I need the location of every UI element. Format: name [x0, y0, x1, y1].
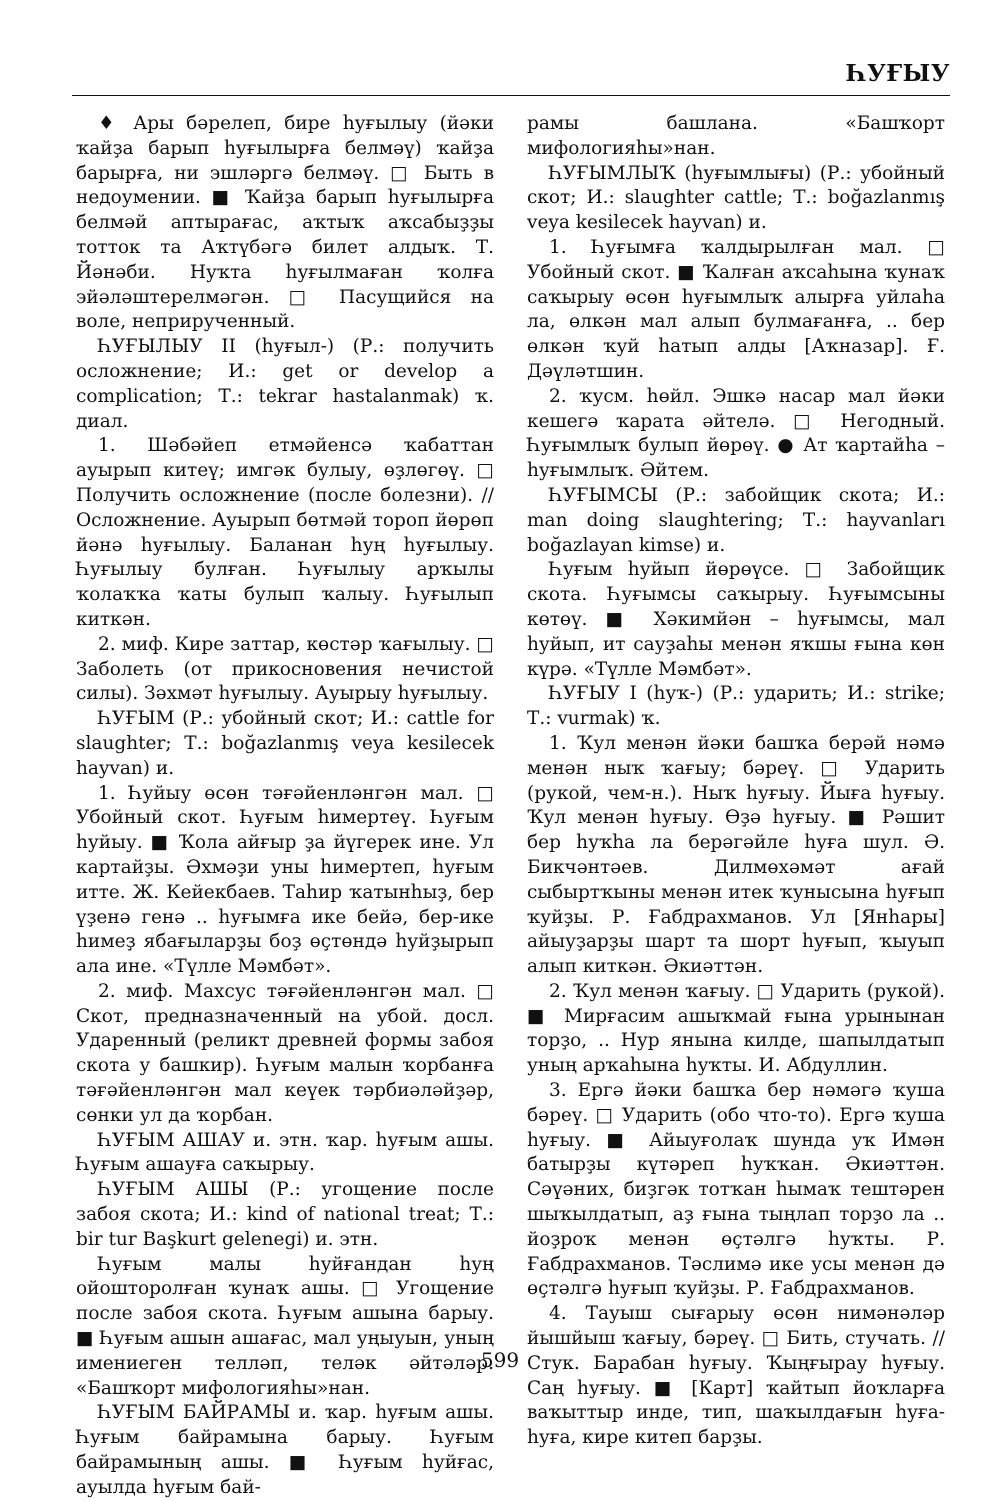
entry-headword-paragraph: ҺУҒЫМ (Р.: убойный скот; И.: cattle for slaughter; Т.: boğazlanmış veya kesilecek hayvan) и.	[76, 708, 494, 779]
entry-sense: 2. Ҡул менән ҡағыу. □ Ударить (рукой). ■ Мирғасим ашыҡмай ғына урынынан торҙо, .. Нур янына килде, шапылдатып уның арҡаһына һуҡты. И. Абдуллин.	[527, 980, 945, 1077]
entry-sense: Һуғым малы һуйғандан һуң ойошторолған ҡунаҡ ашы. □ Угощение после забоя скота. Һуғым ашына барыу. ■ Һуғым ашын ашағас, мал уңыуын, уның имениеген телләп, теләк әйтәләр. «Башҡорт мифологияһы»нан.	[76, 1253, 494, 1399]
entry-sense: 2. миф. Махсус тәғәйенләнгән мал. □ Скот, предназначенный на убой. досл. Ударенный (реликт древней формы забоя скота у башкир). Һуғым малын ҡорбанға тәғәйенләнгән мал кеүек тәрбиәләйҙәр, сөнки ул да ҡорбан.	[76, 980, 494, 1126]
entry-sense: Һуғым һуйып йөрөүсе. □ Забойщик скота. Һуғымсы саҡырыу. Һуғымсыны көтөү. ■ Хәкимйән – һуғымсы, мал һуйып, ит сауҙаһы менән яҡшы ғына көн күрә. «Түлле Мәмбәт».	[527, 559, 945, 680]
entry-sense: 4. Тауыш сығарыу өсөн нимәнәләр йышйыш ҡағыу, бәреү. □ Бить, стучать. // Стук. Барабан һуғыу. Ҡыңғырау һуғыу. Саң һуғыу. ■ [Карт] ҡайтып йоҡларға ваҡыттыр инде, тип, шаҡылдағын һуға-һуға, кире китеп барҙы.	[527, 1303, 945, 1449]
running-head: ҺУҒЫУ	[845, 60, 950, 87]
left-column	[76, 112, 494, 1501]
entry-sense: 2. миф. Кире заттар, көстәр ҡағылыу. □ Заболеть (от прикосновения нечистой силы). Зәхмәт һуғылыу. Ауырыу һуғылыу.	[76, 633, 494, 705]
entry-sense: 3. Ергә йәки башҡа бер нәмәгә ҡуша бәреү. □ Ударить (обо что-то). Ергә ҡуша һуғыу. ■ Айыуғолаҡ шунда уҡ Имән батырҙы күтәреп һуҡҡан. Әкиәттән. Сәүәних, биҙгәк тотҡан һымаҡ тештәрен шыҡылдатып, аҙ ғына тыңлап торҙо ла .. йоҙроҡ менән өҫтәлгә һуҡты. Р. Ғабдрахманов. Тәслимә ике усы менән дә өҫтәлгә һуғып ҡуйҙы. Р. Ғабдрахманов.	[527, 1080, 945, 1300]
entry-headword-paragraph: ҺУҒЫМЛЫҠ (һуғымлығы) (Р.: убойный скот; И.: slaughter cattle; Т.: boğazlanmış veya kesilecek hayvan) и.	[527, 162, 945, 234]
entry-paragraph: ♦ Ары бәрелеп, бире һуғылыу (йәки ҡайҙа барып һуғылырға белмәү) ҡайҙа барырға, ни эшләргә белмәү. □ Быть в недоумении. ■ Ҡайҙа барып һуғылырға белмәй аптырағас, аҡтыҡ аҡсабыҙҙы тотток та Аҡтүбәгә билет алдыҡ. Т. Йәнәби. Нуҡта һуғылмаған ҡолға эйәләштерелмәгән. □ Пасущийся на воле, неприрученный.	[76, 113, 494, 333]
entry-continuation: рамы башлана. «Башҡорт мифологияһы»нан.	[527, 113, 945, 159]
entry-headword-paragraph: ҺУҒЫМ АШЫ (Р.: угощение после забоя скота; И.: kind of national treat; Т.: bir tur Başkurt gelenegi) и. этн.	[76, 1179, 494, 1250]
entry-headword-paragraph: ҺУҒЫМ АШАУ и. этн. ҡар. һуғым ашы. Һуғым ашауға саҡырыу.	[76, 1129, 494, 1176]
entry-headword-paragraph: ҺУҒЫМ БАЙРАМЫ и. ҡар. һуғым ашы. Һуғым байрамына барыу. Һуғым байрамының ашы. ■ Һуғым һуйғас, ауылда һуғым бай-	[76, 1402, 494, 1498]
entry-headword-paragraph: ҺУҒЫЛЫУ II (һуғыл-) (Р.: получить осложнение; И.: get or develop a complication; Т.: tekrar hastalanmak) ҡ. диал.	[76, 336, 494, 432]
entry-sense: 1. Һуғымға ҡалдырылған мал. □ Убойный скот. ■ Ҡалған аҡсаһына ҡунаҡ саҡырыу өсөн һуғымлыҡ алырға уйлаһа ла, өлкән мал алып булмағанға, .. бер өлкән ҡуй һатып алды [Аҡназар]. Ғ. Дәүләтшин.	[527, 236, 945, 382]
entry-sense: 2. ҡусм. һөйл. Эшкә насар мал йәки кешегә ҡарата әйтелә. □ Негодный. Һуғымлыҡ булып йөрөү. ● Ат ҡартайһа – һуғымлыҡ. Әйтем.	[527, 385, 945, 482]
right-column	[527, 112, 945, 1451]
entry-headword-paragraph: ҺУҒЫУ I (һуҡ-) (Р.: ударить; И.: strike; Т.: vurmak) ҡ.	[527, 683, 945, 730]
header-rule	[72, 95, 950, 96]
page-number: 599	[480, 1348, 520, 1372]
entry-sense: 1. Һуйыу өсөн тәғәйенләнгән мал. □ Убойный скот. Һуғым һимертеү. Һуғым һуйыу. ■ Ҡола айғыр ҙа йүгерек ине. Ул картайҙы. Әхмәҙи уны һимертеп, һуғым итте. Ж. Кейекбаев. Таһир ҡатынһыҙ, бер үҙенә генә .. һуғымға ике бейә, бер-ике һимеҙ ябағыларҙы боҙ өҫтөндә һуйҙырып ала ине. «Түлле Мәмбәт».	[76, 782, 494, 978]
entry-headword-paragraph: ҺУҒЫМСЫ (Р.: забойщик скота; И.: man doing slaughtering; Т.: hayvanları boğazlayan kimse) и.	[527, 484, 945, 556]
entry-sense: 1. Шәбәйеп етмәйенсә ҡабаттан ауырып китеү; имгәк булыу, өҙлөгөү. □ Получить осложнение (после болезни). // Осложнение. Ауырып бөтмәй тороп йөрөп йәнә һуғылыу. Баланан һуң һуғылыу. Һуғылыу булған. Һуғылыу арҡылы ҡолаҡҡа ҡаты булып ҡалыу. Һуғылып киткән.	[76, 435, 494, 630]
entry-sense: 1. Ҡул менән йәки башҡа берәй нәмә менән ныҡ ҡағыу; бәреү. □ Ударить (рукой, чем-н.). Ныҡ һуғыу. Йыға һуғыу. Ҡул менән һуғыу. Өҙә һуғыу. ■ Рәшит бер һуҡһа ла берәгәйле һуға шул. Ә. Бикчәнтәев. Дилмөхәмәт ағай сыбыртҡыны менән итек ҡунысына һуғып ҡуйҙы. Р. Ғабдрахманов. Ул [Янһары] айыуҙарҙы шарт та шорт һуғып, ҡыуып алып киткән. Әкиәттән.	[527, 732, 945, 978]
